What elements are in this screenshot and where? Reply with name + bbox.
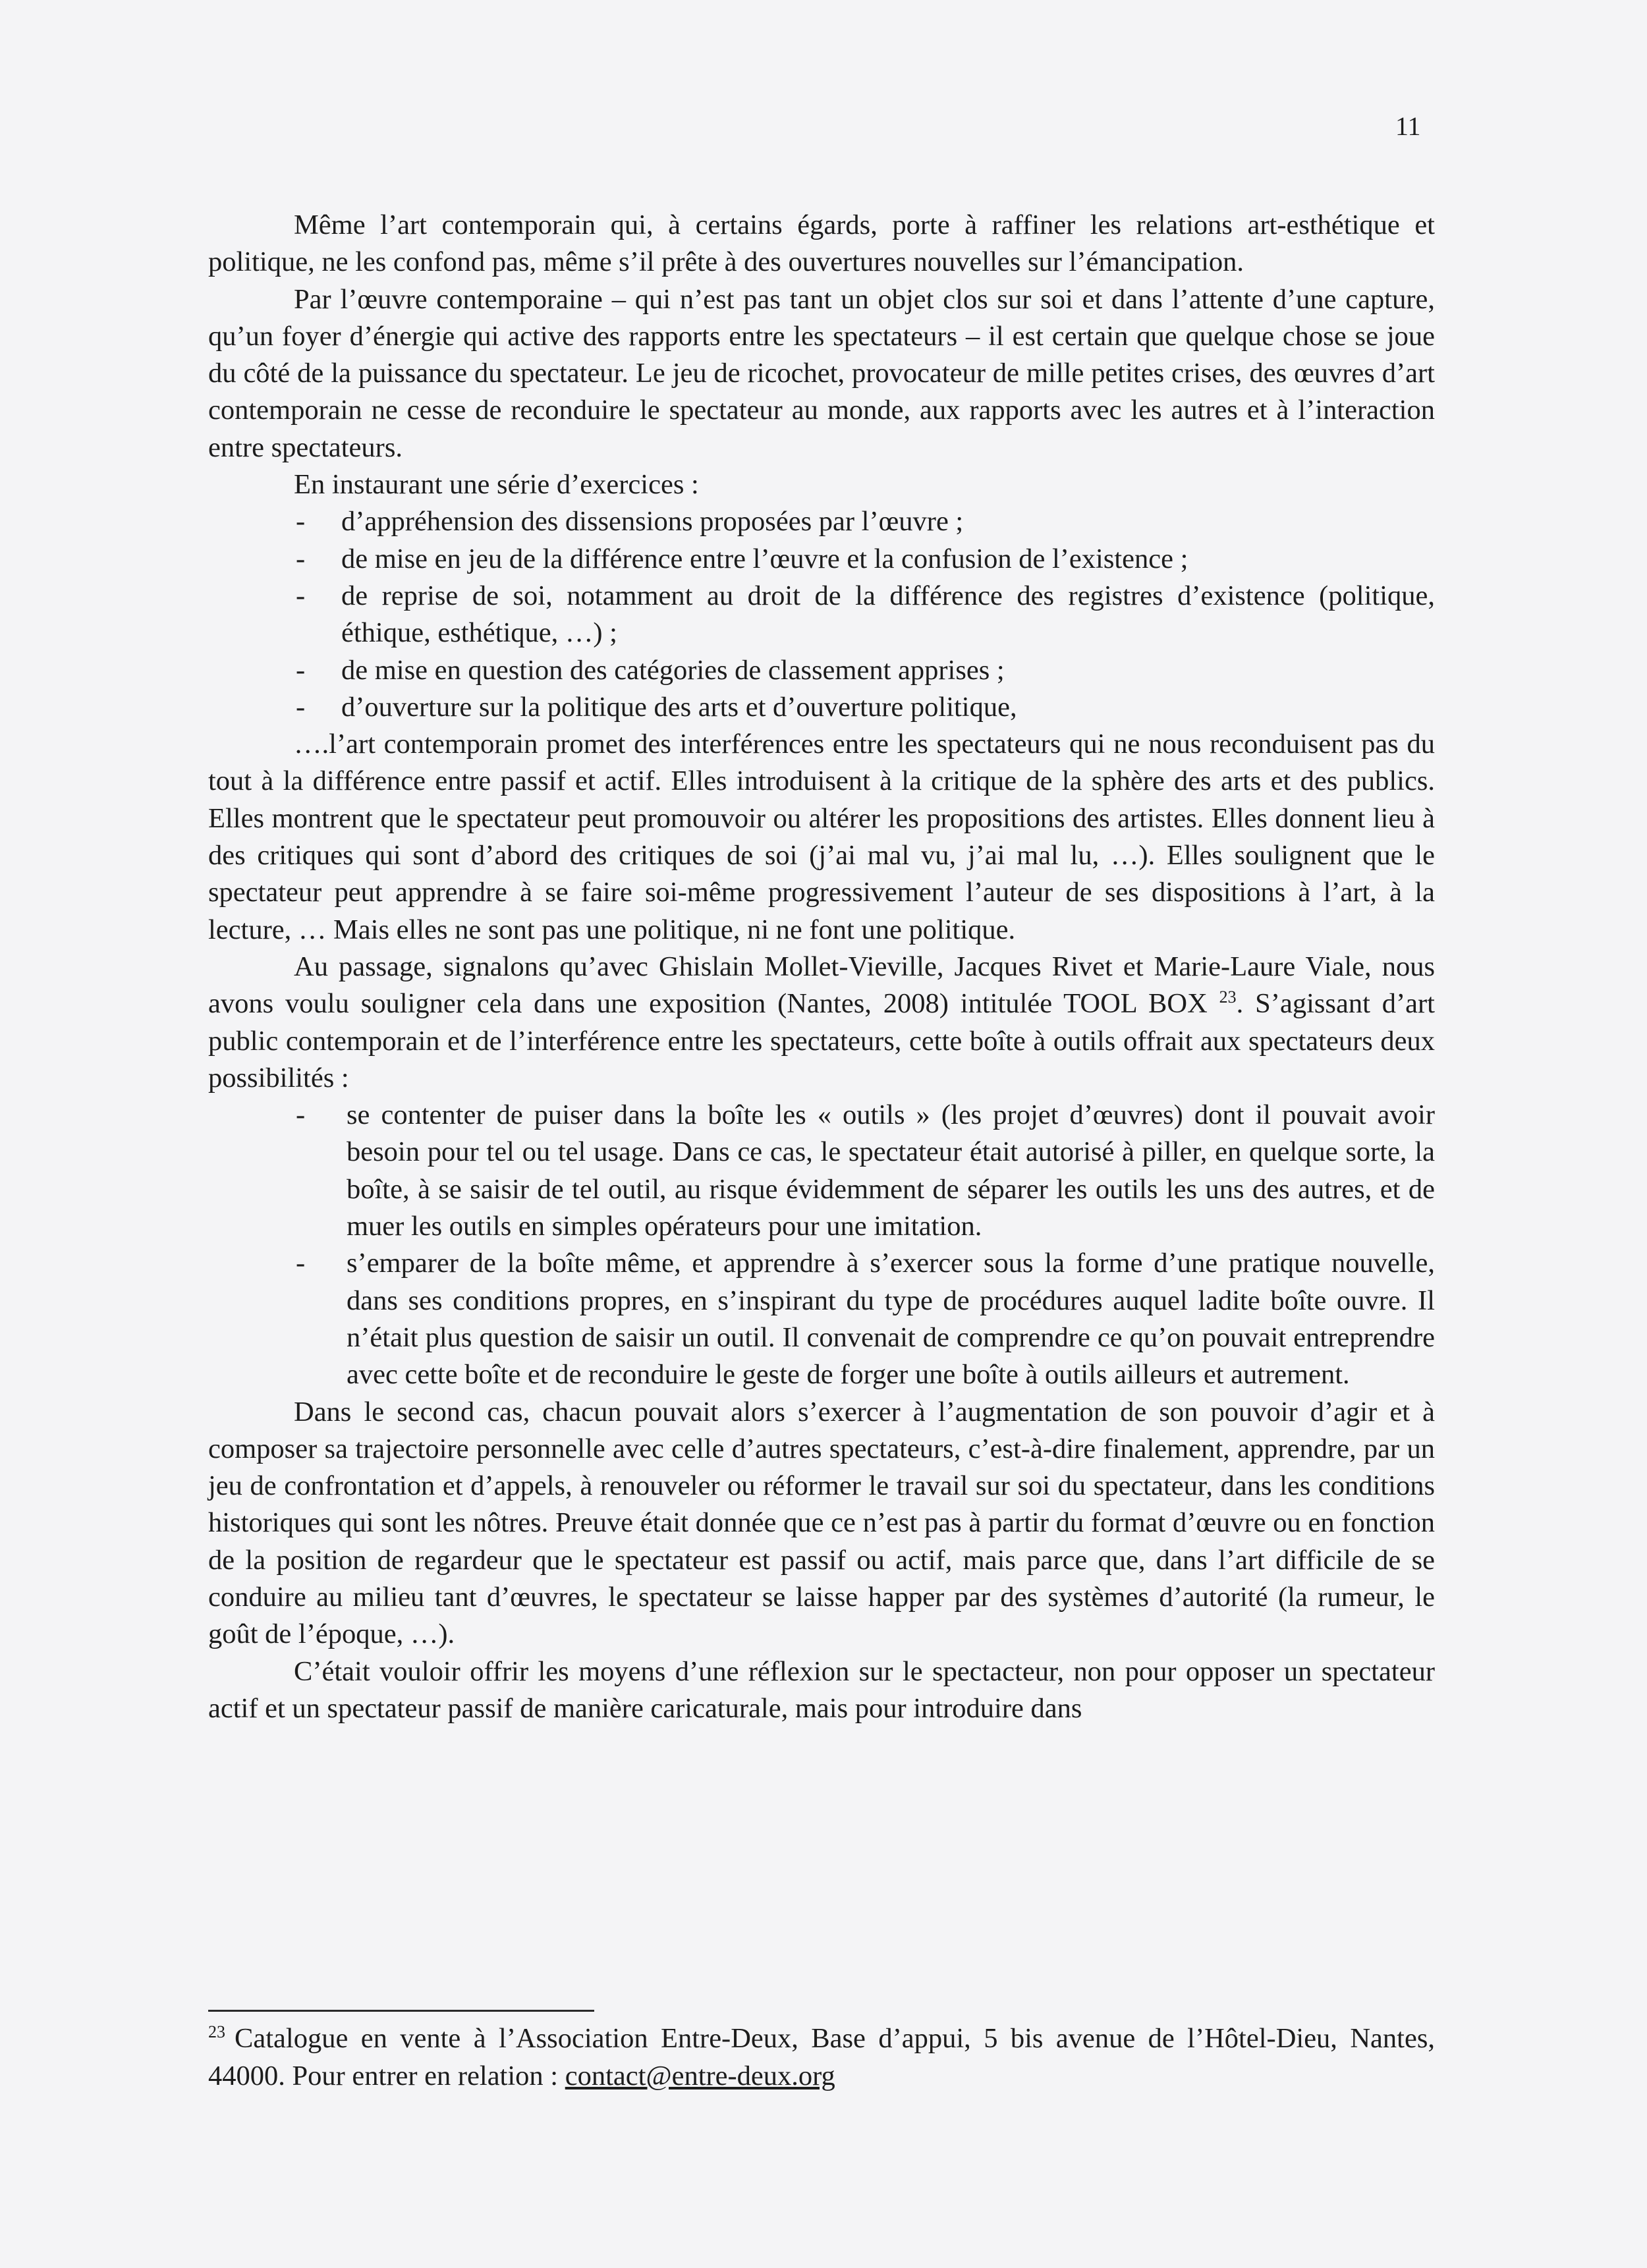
bullet-dash: - [296,543,306,574]
footnote-email-link[interactable]: contact@entre-deux.org [565,2061,835,2091]
list-item: - s’emparer de la boîte même, et apprendre à s’exercer sous la forme d’une pratique nouvelle, dans ses conditions propres, en s’inspirant du type de procédures auquel ladite boîte ouvre. Il n’était plus question de saisir un outil. Il convenait de comprendre ce qu’on pouvait entreprendre avec cette boîte et de reconduire le geste de forger une boîte à outils ailleurs et autrement. [208,1245,1435,1393]
bullet-dash: - [296,1248,306,1279]
paragraph-6: Dans le second cas, chacun pouvait alors s’exercer à l’augmentation de son pouvoir d’agir et à composer sa trajectoire personnelle avec celle d’autres spectateurs, c’est-à-dire finalement, apprendre, par un jeu de confrontation et d’appels, à renouveler ou réformer le travail sur soi du spectateur, dans les conditions historiques qui sont les nôtres. Preuve était donnée que ce n’est pas à partir du format d’œuvre ou en fonction de la position de regardeur que le spectateur est passif ou actif, mais parce que, dans l’art difficile de se conduire au milieu tant d’œuvres, le spectateur se laisse happer par des systèmes d’autorité (la rumeur, le goût de l’époque, …). [208,1396,1435,1650]
list-item: - de reprise de soi, notamment au droit de la différence des registres d’existence (politique, éthique, esthétique, …) ; [208,578,1435,652]
list-item: - de mise en jeu de la différence entre l’œuvre et la confusion de l’existence ; [208,541,1435,578]
paragraph-3: En instaurant une série d’exercices : [294,469,699,501]
footnote-reference: 23 [1219,987,1237,1007]
bullet-dash: - [296,691,306,723]
paragraph-1: Même l’art contemporain qui, à certains égards, porte à raffiner les relations art-esthétique et politique, ne les confond pas, même s’il prête à des ouvertures nouvelles sur l’émancipation. [208,209,1435,278]
body-text [208,207,1435,1727]
page-number: 11 [1395,111,1421,141]
paragraph-4: ….l’art contemporain promet des interférences entre les spectateurs qui ne nous reconduisent pas du tout à la différence entre passif et actif. Elles introduisent à la critique de la sphère des arts et des publics. Elles montrent que le spectateur peut promouvoir ou altérer les propositions des artistes. Elles donnent lieu à des critiques qui sont d’abord des critiques de soi (j’ai mal vu, j’ai mal lu, …). Elles soulignent que le spectateur peut apprendre à se faire soi-même progressivement l’auteur de ses dispositions à l’art, à la lecture, … Mais elles ne sont pas une politique, ni ne font une politique. [208,729,1435,945]
possibility-list [208,1097,1435,1393]
list-item: - d’appréhension des dissensions proposées par l’œuvre ; [208,503,1435,540]
bullet-dash: - [296,1099,306,1131]
list-item: - se contenter de puiser dans la boîte les « outils » (les projet d’œuvres) dont il pouvait avoir besoin pour tel ou tel usage. Dans ce cas, le spectateur était autorisé à piller, en quelque sorte, la boîte, à se saisir de tel outil, au risque évidemment de séparer les outils les uns des autres, et de muer les outils en simples opérateurs pour une imitation. [208,1097,1435,1245]
paragraph-5: Au passage, signalons qu’avec Ghislain Mollet-Vieville, Jacques Rivet et Marie-Laure Viale, nous avons voulu souligner cela dans une exposition (Nantes, 2008) intitulée TOOL BOX $^{23}$. S’agissant d’art public contemporain et de l’interférence entre les spectateurs, cette boîte à outils offrait aux spectateurs deux possibilités : [208,951,1435,1093]
bullet-dash: - [296,580,306,611]
bullet-dash: - [296,506,306,538]
footnote-text: Catalogue en vente à l’Association Entre-Deux, Base d’appui, 5 bis avenue de l’Hôtel-Dieu, Nantes, 44000. Pour entrer en relation : [208,2023,1435,2091]
exercise-list [208,503,1435,726]
list-item: - de mise en question des catégories de classement apprises ; [208,652,1435,689]
footnote [208,2020,1435,2095]
paragraph-2: Par l’œuvre contemporaine – qui n’est pas tant un objet clos sur soi et dans l’attente d’une capture, qu’un foyer d’énergie qui active des rapports entre les spectateurs – il est certain que quelque chose se joue du côté de la puissance du spectateur. Le jeu de ricochet, provocateur de mille petites crises, des œuvres d’art contemporain ne cesse de reconduire le spectateur au monde, aux rapports avec les autres et à l’interaction entre spectateurs. [208,283,1435,463]
footnote-number: 23 [208,2022,225,2041]
bullet-dash: - [296,654,306,686]
footnote-separator [208,2010,594,2012]
paragraph-7: C’était vouloir offrir les moyens d’une réflexion sur le spectacteur, non pour opposer un spectateur actif et un spectateur passif de manière caricaturale, mais pour introduire dans [208,1655,1435,1724]
list-item: - d’ouverture sur la politique des arts et d’ouverture politique, [208,689,1435,726]
